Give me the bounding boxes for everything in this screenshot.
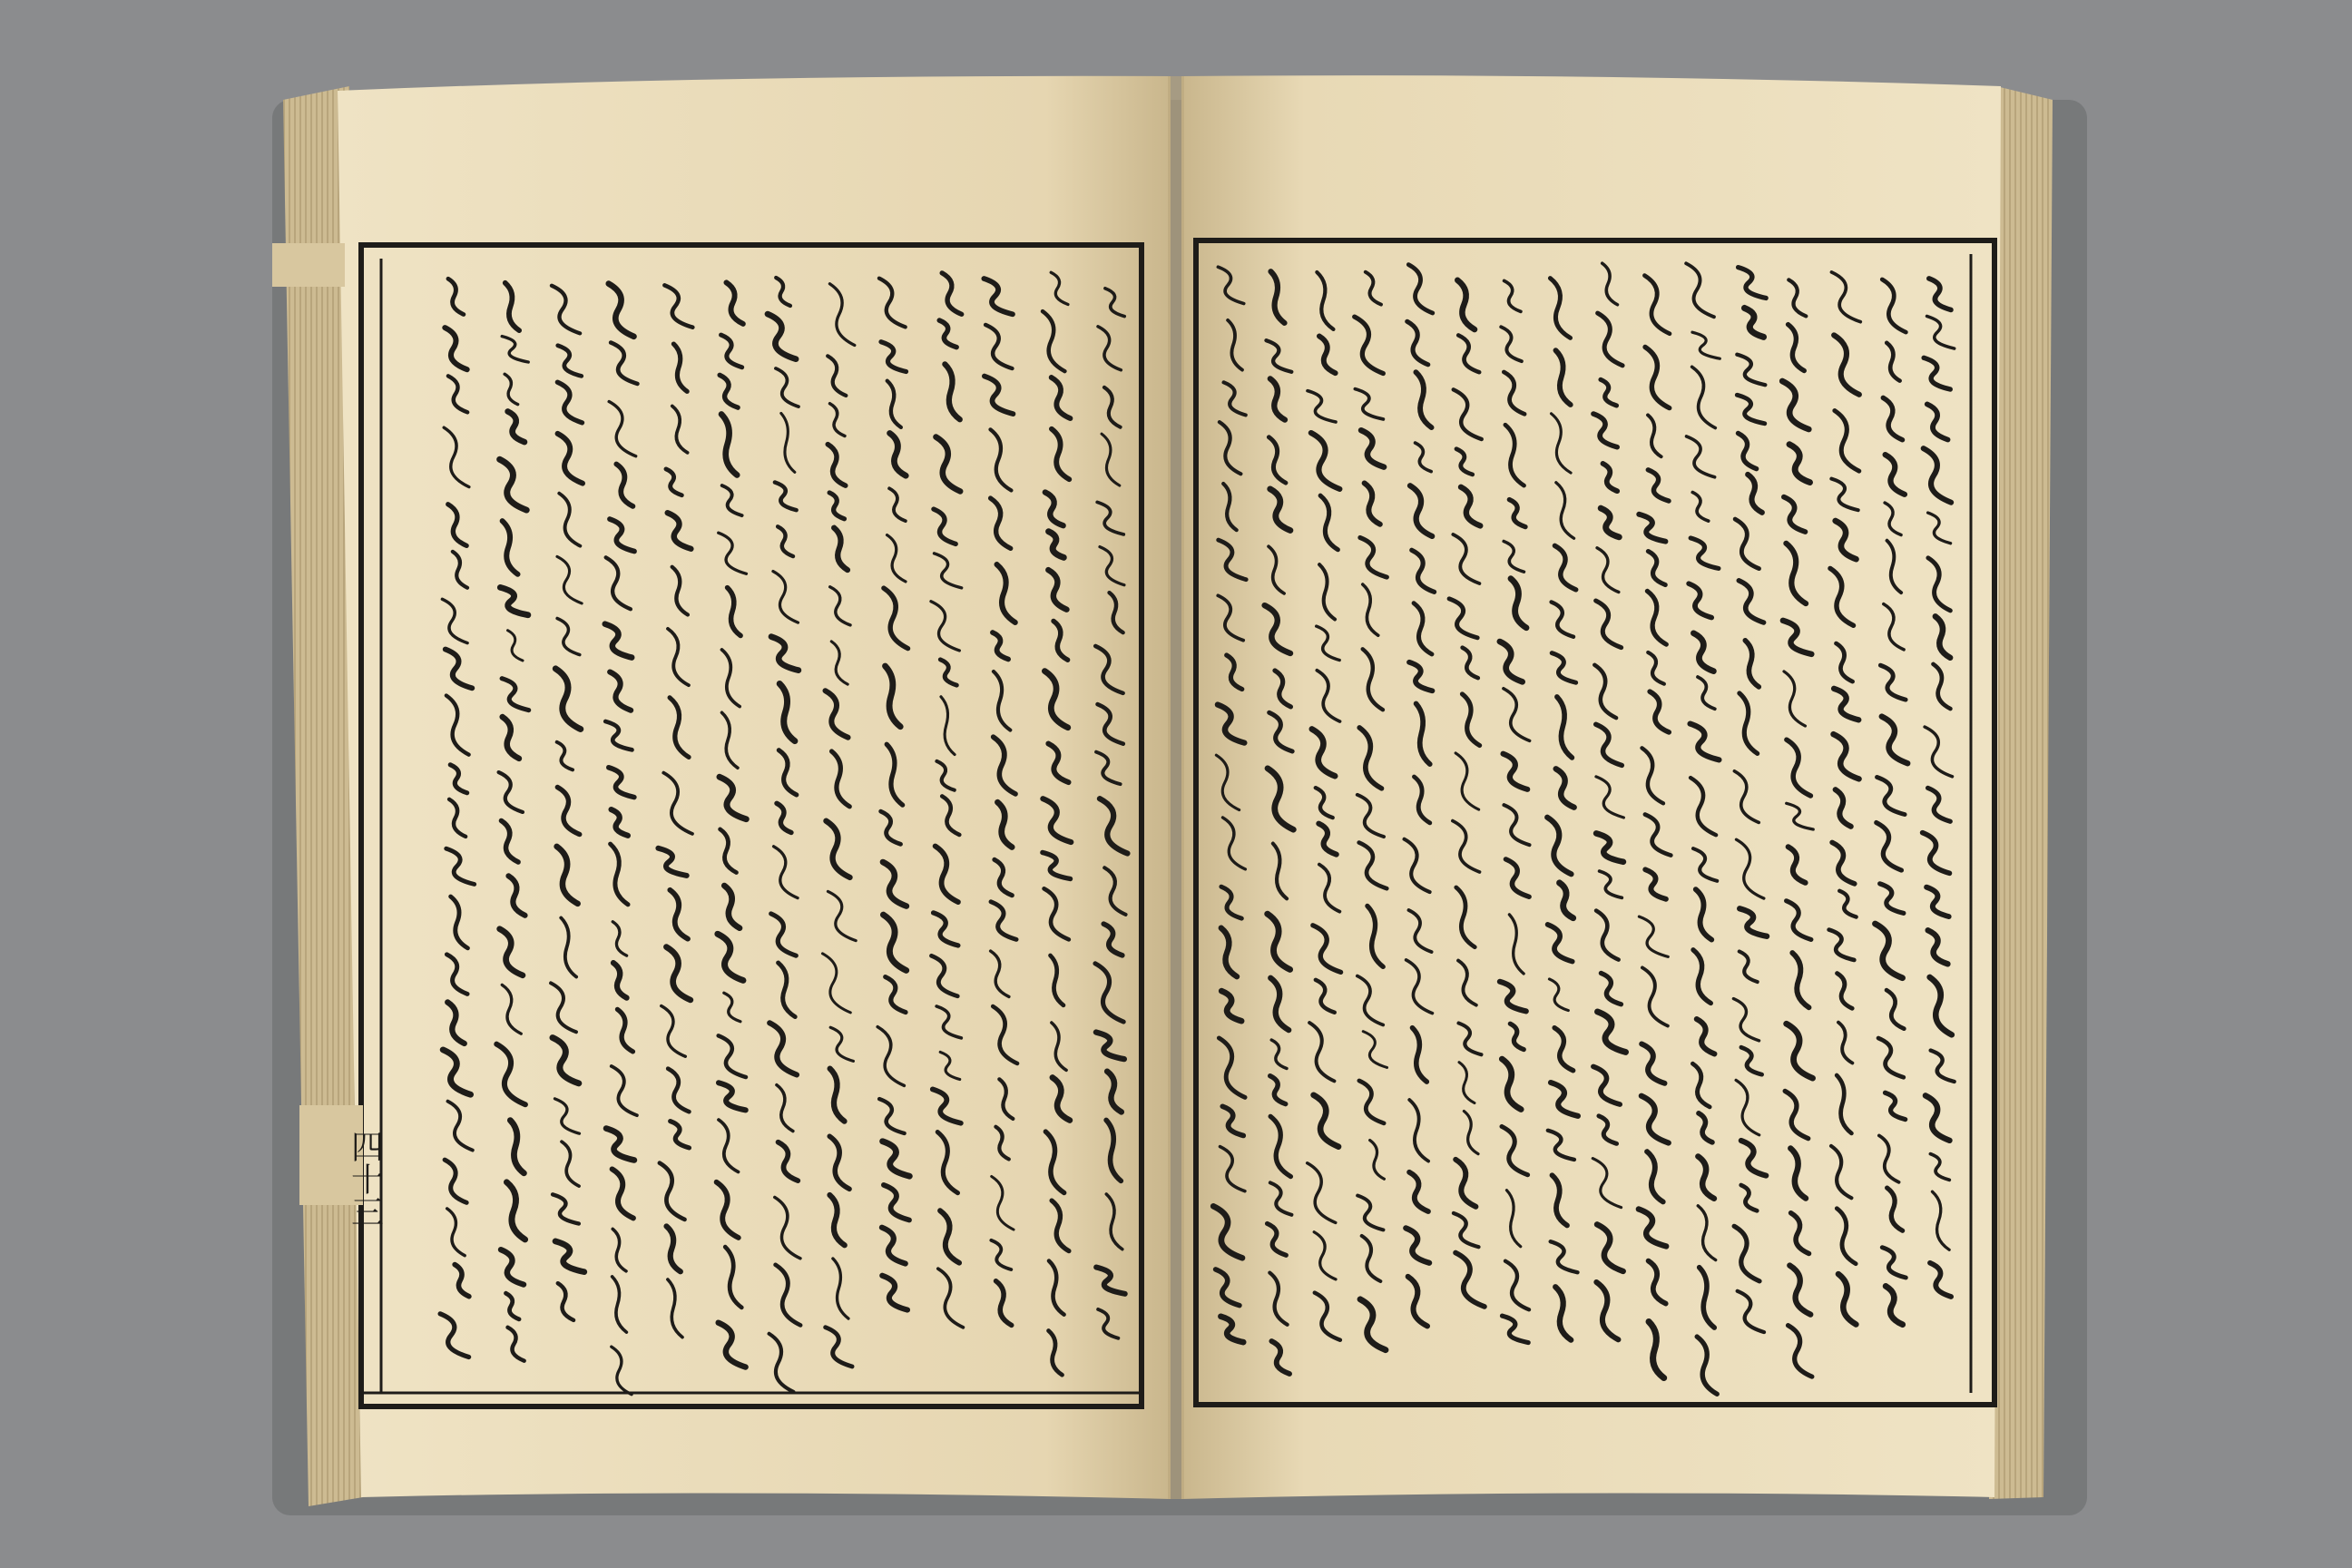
left-folio-strip — [272, 243, 345, 287]
left-page — [338, 76, 1171, 1499]
folio-number: 四十三 — [346, 1130, 384, 1228]
gutter — [1168, 76, 1184, 1499]
right-page — [1181, 75, 2001, 1499]
